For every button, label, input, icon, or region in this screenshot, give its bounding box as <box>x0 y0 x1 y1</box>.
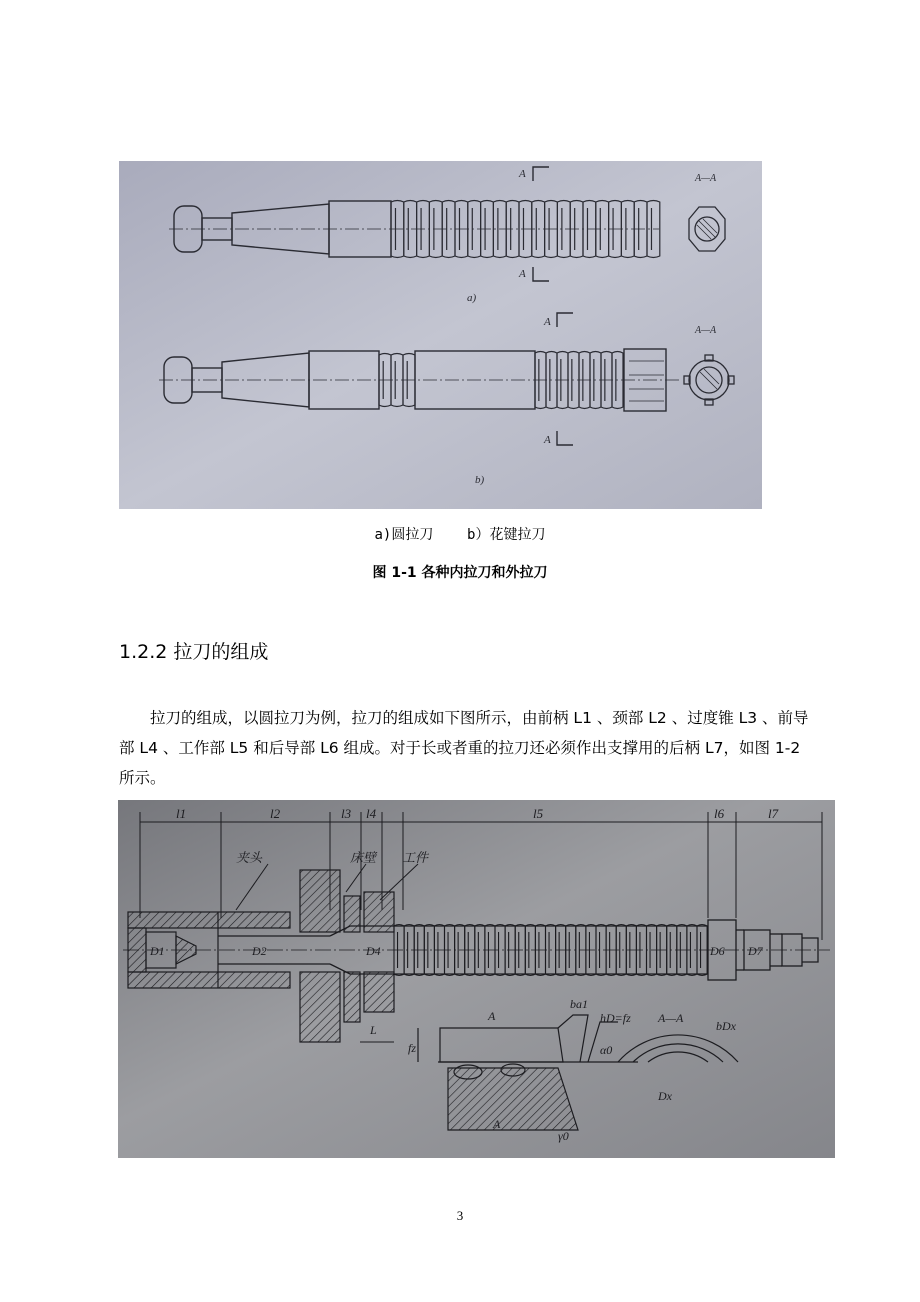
dim-D2: D2 <box>252 944 267 958</box>
label-L: L <box>370 1023 377 1037</box>
section-label-b: A—A <box>695 325 717 336</box>
dim-D7: D7 <box>748 944 763 958</box>
figure-label-b: b) <box>475 474 485 486</box>
dim-l3: l3 <box>341 806 352 821</box>
label-Dx: Dx <box>658 1089 672 1103</box>
label-alpha: α0 <box>600 1043 613 1057</box>
label-section: A—A <box>658 1011 684 1025</box>
figure-label-a: a) <box>467 292 477 304</box>
figure-1-photo <box>119 161 762 509</box>
cut-mark-label-4: A <box>544 434 551 446</box>
label-ba1: ba1 <box>570 997 588 1011</box>
label-hD: hD=fz <box>600 1011 631 1025</box>
figure-1-subcaption: a)圆拉刀 b）花键拉刀 <box>374 527 546 543</box>
figure-1-caption: 图 1-1 各种内拉刀和外拉刀 <box>372 565 548 581</box>
cut-mark-label-3: A <box>544 316 551 328</box>
label-chuck: 夹头 <box>236 850 263 865</box>
label-gamma: γ0 <box>558 1129 569 1143</box>
cut-mark-2: A <box>493 1117 501 1131</box>
section-label-a: A—A <box>695 173 717 184</box>
dim-D4: D4 <box>366 944 381 958</box>
dim-l7: l7 <box>768 806 779 821</box>
dim-D6: D6 <box>710 944 725 958</box>
dim-l2: l2 <box>270 806 281 821</box>
cut-mark-label-2: A <box>519 268 526 280</box>
cut-mark-label-1: A <box>519 168 526 180</box>
body-paragraph <box>119 703 819 793</box>
label-workpiece: 工件 <box>402 850 429 865</box>
dim-l6: l6 <box>714 806 725 821</box>
dim-l1: l1 <box>176 806 187 821</box>
page-number: 3 <box>456 1208 464 1223</box>
figure-1-drawing <box>119 161 762 509</box>
label-fz: fz <box>408 1041 417 1055</box>
paragraph-text: 拉刀的组成，以圆拉刀为例，拉刀的组成如下图所示，由前柄 L1 、颈部 L2 、过度锥 L3 、前导部 L4 、工作部 L5 和后导部 L6 组成。对于长或者重的拉刀还必须作出支撑用的后柄 L7，如图 1-2 所示。 <box>119 709 809 787</box>
label-bed-wall: 床壁 <box>350 850 377 865</box>
cut-mark-1: A <box>488 1009 496 1023</box>
label-bDx: bDx <box>716 1019 736 1033</box>
dim-l4: l4 <box>366 806 377 821</box>
figure-2-photo <box>118 800 835 1158</box>
section-heading: 1.2.2 拉刀的组成 <box>119 641 269 663</box>
dim-l5: l5 <box>533 806 544 821</box>
dim-D1: D1 <box>150 944 165 958</box>
figure-2-drawing <box>118 800 835 1158</box>
